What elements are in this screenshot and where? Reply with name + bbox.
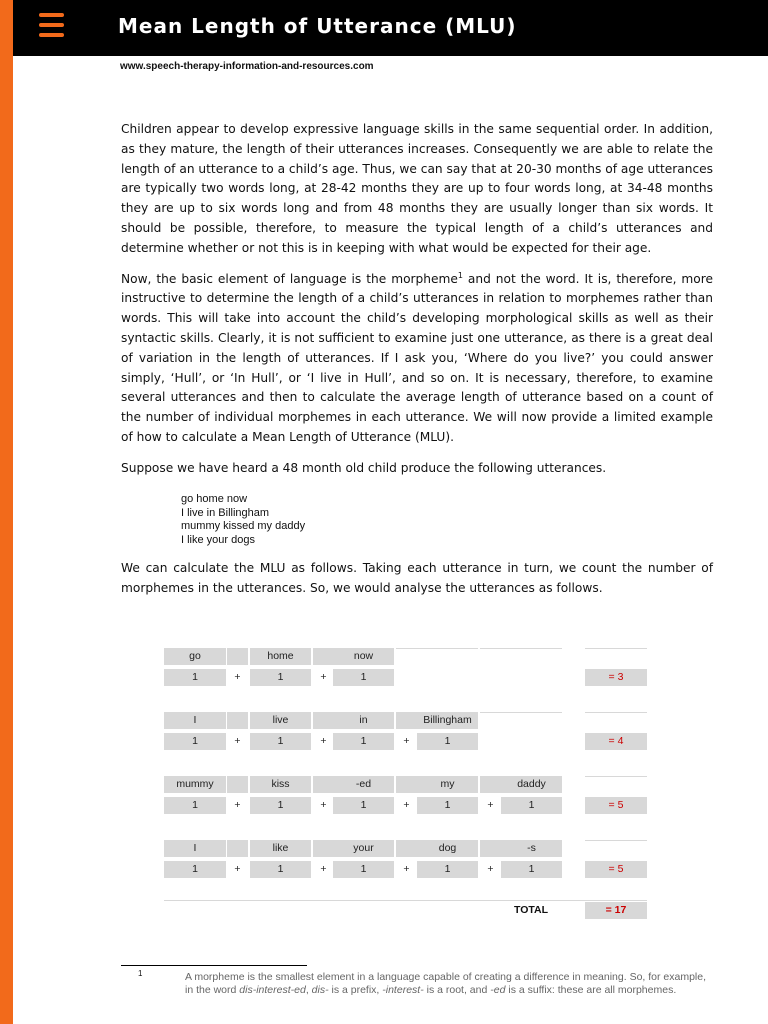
row-total: = 5	[585, 861, 647, 878]
count-cell: 1	[417, 797, 478, 814]
paragraph-3: Suppose we have heard a 48 month old child produce the following utterances.	[121, 460, 607, 475]
separator-cell	[227, 712, 248, 729]
footnote-number: 1	[138, 969, 143, 978]
morpheme-cell: I	[164, 712, 226, 729]
count-cell: 1	[417, 733, 478, 750]
empty-cell	[585, 712, 647, 729]
plus-sign: +	[403, 735, 410, 747]
footnote-ref[interactable]: 1	[457, 270, 463, 280]
morpheme-cell: dog	[417, 840, 478, 857]
row-total: = 3	[585, 669, 647, 686]
morpheme-cell: kiss	[250, 776, 311, 793]
plus-sign: +	[487, 799, 494, 811]
paragraph-1: Children appear to develop expressive language skills in the same sequential order. In addition, as they mature, the length of their utterances increases. Consequently we are able to relate the length of an utterance to a child’s age. Thus, we can say that at 20-30 months of age utterances are typically two words long, at 28-42 months they are up to four words long, at 34-48 months they are up to six words long and from 48 months they are usually longer than six words. It should be possible, therefore, to measure the typical length of a child’s utterances and determine whether or not this is in keeping with what would be expected for their age.	[121, 122, 713, 255]
plus-sign: +	[234, 863, 241, 875]
total-label: TOTAL	[514, 904, 549, 916]
empty-cell	[480, 648, 501, 665]
separator-cell	[313, 712, 334, 729]
empty-cell	[396, 648, 417, 665]
separator-cell	[396, 776, 417, 793]
paragraph-4: We can calculate the MLU as follows. Taking each utterance in turn, we count the number of morphemes in the utterances. So, we would analyse the utterances as follows.	[121, 561, 713, 595]
morpheme-cell: home	[250, 648, 311, 665]
morpheme-cell: daddy	[501, 776, 562, 793]
paragraph-2: Now, the basic element of language is the morpheme$^1$ and not the word. It is, therefore, more instructive to determine the length of a child’s utterances in relation to morphemes rather than words. This will take into account the child’s developing morphological skills as well as their syntactic skills. Clearly, it is not sufficient to examine just one utterance, as there is a great deal of variation in the length of utterances. If I ask you, ‘Where do you live?’ you could answer simply, ‘Hull’, or ‘In Hull’, or ‘I live in Hull’, and so on. It is necessary, therefore, to examine several utterances and then to calculate the average length of utterance based on a count of the number of individual morphemes in each utterance. We will now provide a limited example of how to calculate a Mean Length of Utterance (MLU).	[121, 270, 714, 444]
plus-sign: +	[320, 735, 327, 747]
plus-sign: +	[403, 863, 410, 875]
site-url-link[interactable]: www.speech-therapy-information-and-resources.com	[120, 61, 374, 72]
separator-cell	[227, 776, 248, 793]
utterance-item: mummy kissed my daddy	[181, 520, 306, 532]
separator-cell	[480, 840, 501, 857]
plus-sign: +	[487, 863, 494, 875]
count-cell: 1	[164, 669, 226, 686]
total-divider	[164, 900, 647, 901]
plus-sign: +	[320, 863, 327, 875]
page-header	[13, 0, 768, 56]
empty-cell	[585, 840, 647, 857]
plus-sign: +	[234, 735, 241, 747]
utterance-list	[181, 493, 305, 547]
plus-sign: +	[234, 799, 241, 811]
empty-cell	[480, 712, 501, 729]
utterance-item: go home now	[181, 493, 248, 505]
morpheme-cell: my	[417, 776, 478, 793]
morpheme-cell: in	[333, 712, 394, 729]
count-cell: 1	[250, 669, 311, 686]
footnote-divider	[121, 965, 307, 966]
plus-sign: +	[234, 671, 241, 683]
separator-cell	[227, 648, 248, 665]
article-body	[121, 120, 713, 490]
count-cell: 1	[501, 797, 562, 814]
count-cell: 1	[333, 797, 394, 814]
separator-cell	[313, 840, 334, 857]
total-value: = 17	[585, 902, 647, 919]
count-cell: 1	[417, 861, 478, 878]
count-cell: 1	[164, 733, 226, 750]
morpheme-cell: like	[250, 840, 311, 857]
count-cell: 1	[333, 669, 394, 686]
empty-cell	[501, 712, 562, 729]
count-cell: 1	[164, 861, 226, 878]
utterance-item: I like your dogs	[181, 533, 255, 546]
count-cell: 1	[333, 733, 394, 750]
separator-cell	[480, 776, 501, 793]
row-total: = 4	[585, 733, 647, 750]
morpheme-cell: now	[333, 648, 394, 665]
empty-cell	[501, 648, 562, 665]
morpheme-cell: mummy	[164, 776, 226, 793]
utterance-item: I live in Billingham	[181, 506, 270, 519]
plus-sign: +	[403, 799, 410, 811]
separator-cell	[396, 840, 417, 857]
menu-icon[interactable]	[39, 13, 64, 41]
plus-sign: +	[320, 671, 327, 683]
page-title: Mean Length of Utterance (MLU)	[118, 14, 517, 38]
plus-sign: +	[320, 799, 327, 811]
morpheme-cell: Billingham	[417, 712, 478, 729]
separator-cell	[313, 776, 334, 793]
separator-cell	[227, 840, 248, 857]
separator-cell	[313, 648, 334, 665]
morpheme-cell: -s	[501, 840, 562, 857]
count-cell: 1	[164, 797, 226, 814]
footnote-text: A morpheme is the smallest element in a language capable of creating a difference in meaning. So, for example, in the word dis-interest-ed, dis- is a prefix, -interest- is a root, and -ed is a suffix: these are all morphemes.	[185, 971, 707, 996]
orange-side-bar	[0, 0, 13, 1024]
morpheme-cell: live	[250, 712, 311, 729]
count-cell: 1	[250, 733, 311, 750]
separator-cell	[396, 712, 417, 729]
count-cell: 1	[333, 861, 394, 878]
morpheme-cell: your	[333, 840, 394, 857]
row-total: = 5	[585, 797, 647, 814]
morpheme-cell: I	[164, 840, 226, 857]
morpheme-cell: go	[164, 648, 226, 665]
morpheme-cell: -ed	[333, 776, 394, 793]
count-cell: 1	[501, 861, 562, 878]
count-cell: 1	[250, 797, 311, 814]
count-cell: 1	[250, 861, 311, 878]
empty-cell	[585, 648, 647, 665]
empty-cell	[585, 776, 647, 793]
empty-cell	[417, 648, 478, 665]
